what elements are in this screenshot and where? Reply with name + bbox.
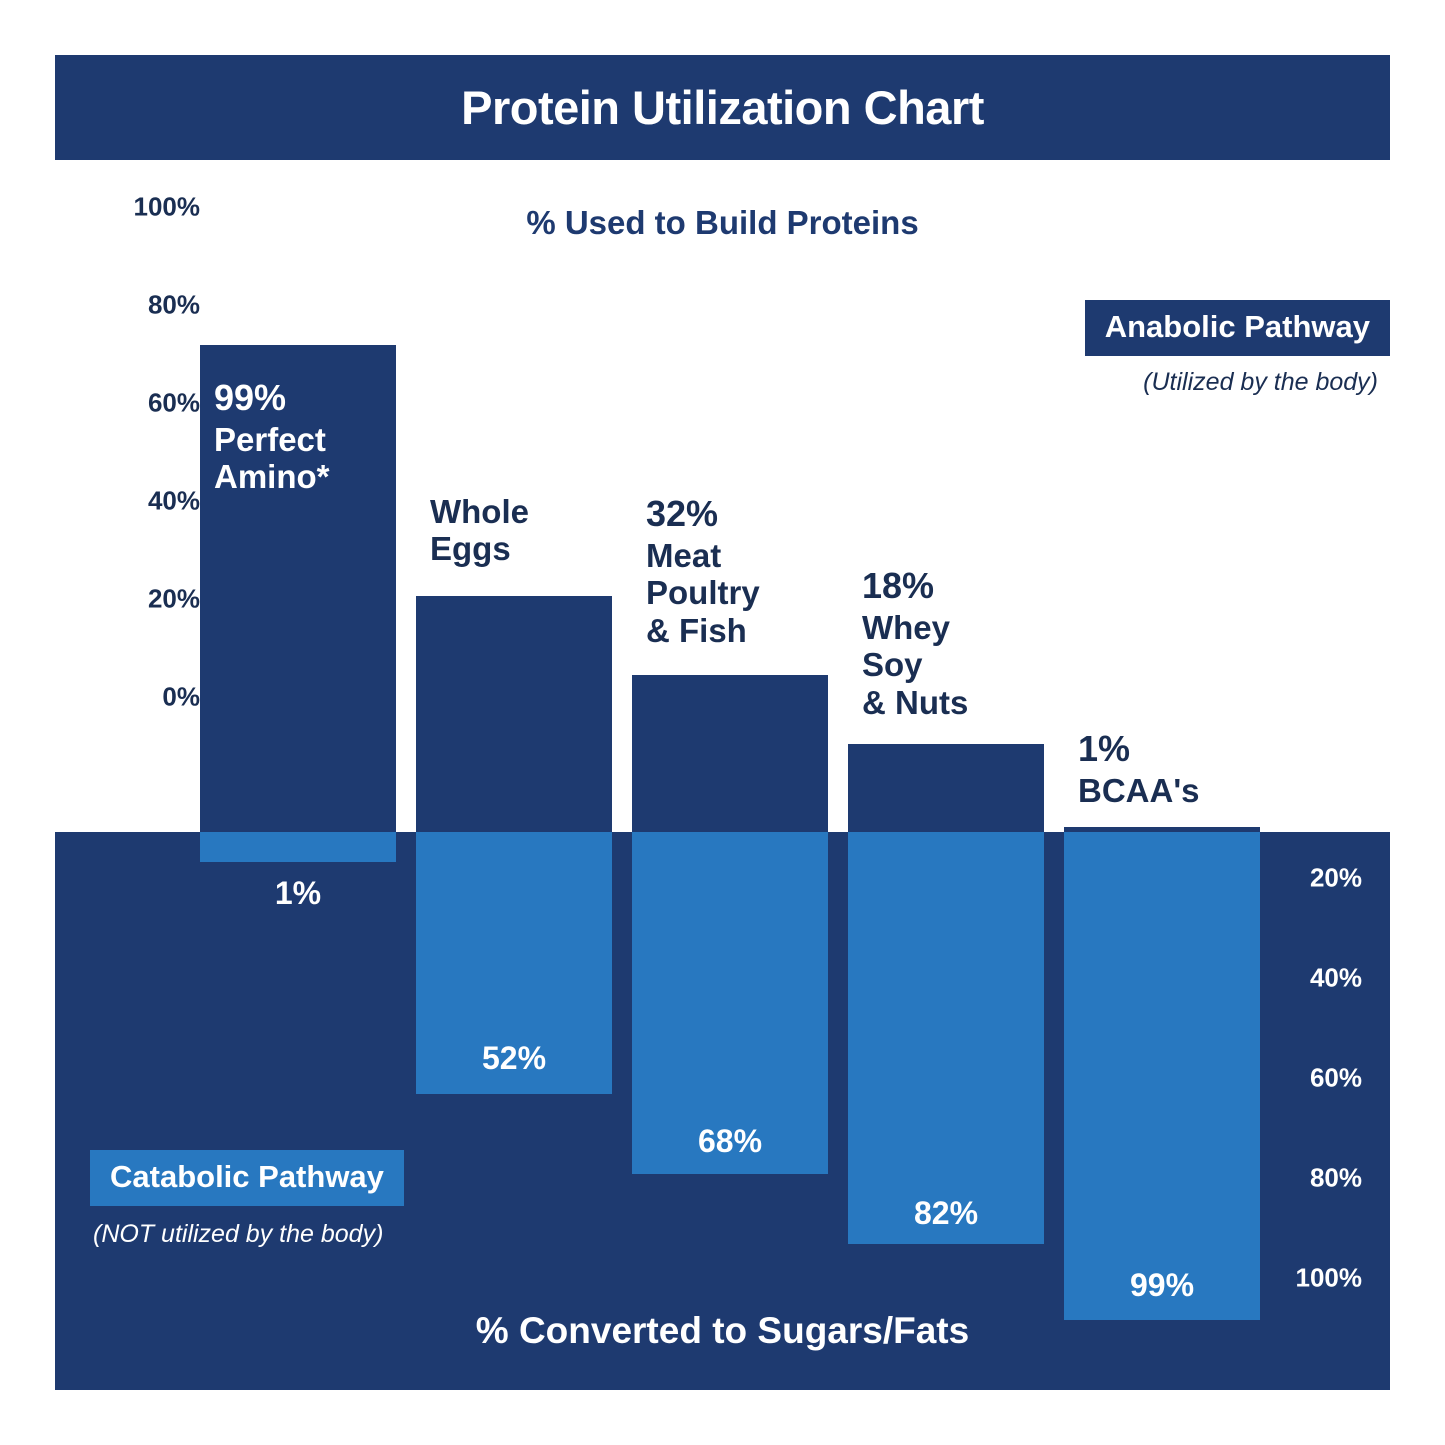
left-axis-tick-80: 80% <box>147 289 200 320</box>
bar-name-whole-eggs <box>430 493 529 568</box>
right-axis-tick-0: 0% <box>1324 762 1362 793</box>
bar-bottom-bcaas[interactable] <box>1064 832 1260 1320</box>
bar-top-pct-meat-poultry-fish: 32% <box>646 493 719 534</box>
bar-top-pct-whey-soy-nuts: 18% <box>862 565 935 606</box>
legend-anabolic: Anabolic Pathway <box>1085 300 1390 356</box>
bar-bottom-pct-perfect-amino: 1% <box>274 875 322 911</box>
right-axis-tick-20: 20% <box>1309 862 1362 893</box>
bar-group-whole-eggs[interactable] <box>416 160 612 1340</box>
bar-bottom-whey-soy-nuts[interactable] <box>848 832 1044 1244</box>
bar-top-pct-bcaas: 1% <box>1078 728 1131 769</box>
bar-group-meat-poultry-fish[interactable] <box>632 160 828 1340</box>
legend-catabolic-sub: (NOT utilized by the body) <box>93 1220 384 1248</box>
page-title: Protein Utilization Chart <box>461 81 984 134</box>
bar-label-bcaas <box>1078 728 1200 809</box>
left-axis-tick-40: 40% <box>147 485 200 516</box>
bar-top-pct-whole-eggs: 48% <box>430 444 503 485</box>
left-axis-tick-60: 60% <box>147 387 200 418</box>
legend-catabolic: Catabolic Pathway <box>90 1150 404 1206</box>
right-axis-tick-80: 80% <box>1309 1162 1362 1193</box>
bar-top-whey-soy-nuts[interactable] <box>848 744 1044 832</box>
left-axis <box>85 191 200 712</box>
bar-name-line1-meat-poultry-fish: Meat <box>646 537 722 574</box>
bar-name-line1-whole-eggs: Whole <box>430 493 529 530</box>
upper-axis-title: % Used to Build Proteins <box>526 204 919 241</box>
bar-bottom-pct-whey-soy-nuts: 82% <box>913 1195 979 1231</box>
bar-top-whole-eggs[interactable] <box>416 596 612 832</box>
footer-axis-title: % Converted to Sugars/Fats <box>475 1310 970 1351</box>
bar-name-line2-meat-poultry-fish: Poultry <box>646 574 760 612</box>
bar-name-line3-whey-soy-nuts: & Nuts <box>862 683 969 721</box>
right-axis-tick-40: 40% <box>1309 962 1362 993</box>
left-axis-tick-100: 100% <box>133 191 200 222</box>
bar-top-meat-poultry-fish[interactable] <box>632 675 828 832</box>
bar-name-line3-meat-poultry-fish: & Fish <box>646 611 747 649</box>
right-axis-tick-100: 100% <box>1295 1262 1362 1293</box>
bar-name-line2-whey-soy-nuts: Soy <box>862 646 923 684</box>
bar-bottom-pct-meat-poultry-fish: 68% <box>697 1123 763 1159</box>
bar-label-perfect-amino <box>214 378 330 495</box>
bar-name-line1-bcaas: BCAA's <box>1078 772 1200 809</box>
bar-bottom-pct-bcaas: 99% <box>1129 1267 1195 1303</box>
bar-name-line1-perfect-amino: Perfect <box>214 420 326 458</box>
bar-group-whey-soy-nuts[interactable] <box>848 160 1044 1340</box>
bar-label-meat-poultry-fish <box>646 493 760 649</box>
bar-top-pct-perfect-amino: 99% <box>214 377 287 418</box>
bar-name-line1-whey-soy-nuts: Whey <box>862 609 951 646</box>
right-axis-tick-60: 60% <box>1309 1062 1362 1093</box>
bar-label-whey-soy-nuts <box>862 565 968 721</box>
left-axis-tick-0: 0% <box>162 681 200 712</box>
bar-name-line2-whole-eggs: Eggs <box>430 530 511 568</box>
chart-frame <box>55 55 1390 1390</box>
bar-bottom-perfect-amino[interactable] <box>200 832 396 862</box>
bar-name-line2-perfect-amino: Amino* <box>214 457 330 495</box>
bar-label-whole-eggs <box>430 445 502 488</box>
left-axis-tick-20: 20% <box>147 583 200 614</box>
legend-anabolic-sub: (Utilized by the body) <box>1143 368 1378 396</box>
bar-bottom-pct-whole-eggs: 52% <box>481 1040 547 1076</box>
